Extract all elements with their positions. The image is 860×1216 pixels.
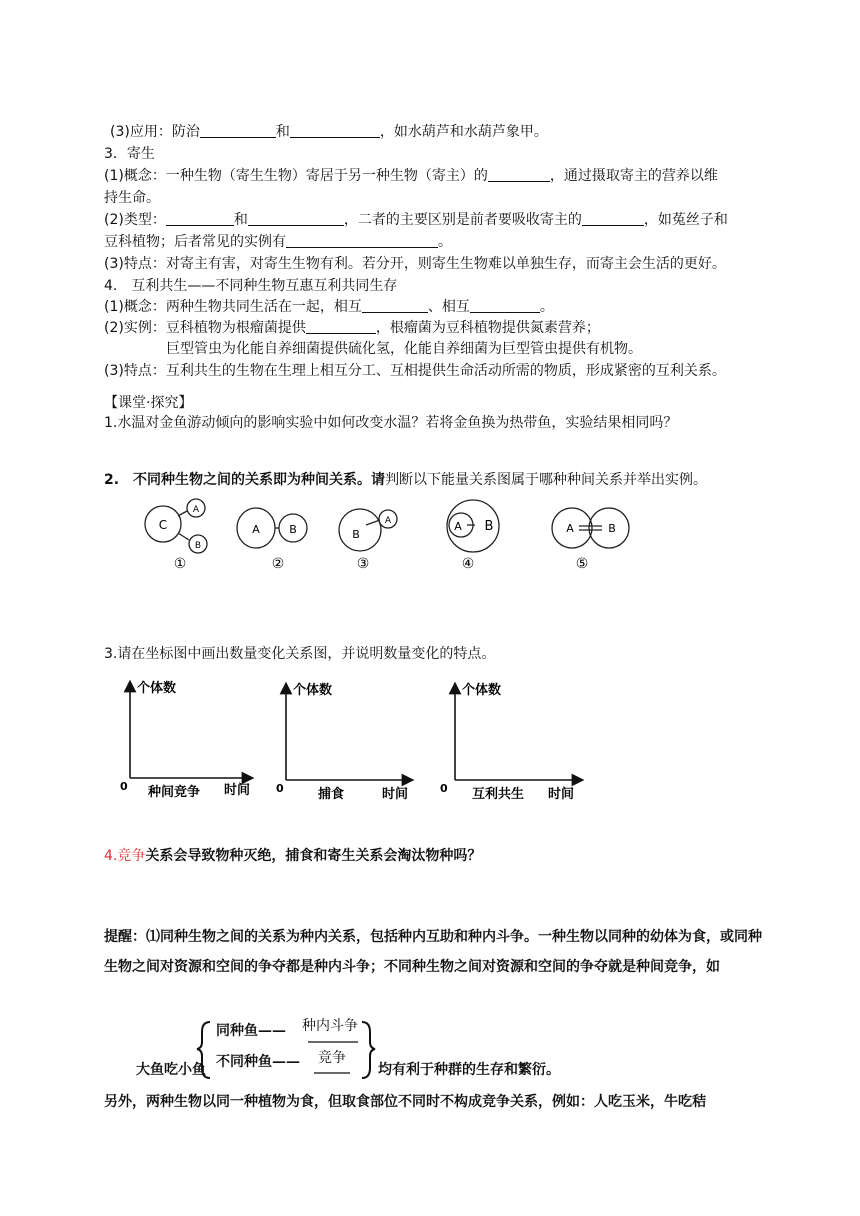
last-line: 另外，两种生物以同一种植物为食，但取食部位不同时不构成竞争关系，例如：人吃玉米，牛吃秸 (104, 1094, 706, 1110)
graph-mutualism (455, 688, 578, 780)
blank-field[interactable] (306, 319, 376, 334)
parasitism-heading: 3．寄生 (104, 146, 155, 162)
graph-2-x-label: 时间 (382, 787, 409, 802)
graph-competition (130, 686, 248, 778)
diagram-1-label-c: C (158, 518, 168, 532)
coordinate-graphs (110, 676, 610, 806)
graph-1-caption: 种间竞争 (148, 785, 201, 800)
diagram-3-label-a: A (384, 516, 392, 526)
inquiry-heading: 【课堂·探究】 (104, 395, 193, 411)
diagram-3-label-b: B (352, 528, 360, 541)
graph-2-caption: 捕食 (318, 787, 345, 802)
graph-predation (286, 688, 408, 780)
blank-field[interactable] (248, 211, 344, 226)
blank-field[interactable] (470, 298, 540, 313)
graph-3-x-label: 时间 (548, 787, 575, 802)
diagram-number-5: ⑤ (575, 556, 589, 572)
competition-label: 竞争 (318, 1050, 346, 1066)
mutualism-heading: 4. 互利共生——不同种生物互惠互利共同生存 (104, 278, 398, 294)
graph-1-x-label: 时间 (224, 783, 251, 798)
blank-field[interactable] (200, 123, 276, 138)
question-2: 2. 不同种生物之间的关系即为种间关系。请判断以下能量关系图属于哪种种间关系并举出实例。 (104, 472, 708, 488)
question-3: 3.请在坐标图中画出数量变化关系图，并说明数量变化的特点。 (104, 646, 496, 662)
question-4: 4.竞争关系会导致物种灭绝，捕食和寄生关系会淘汰物种吗？ (104, 848, 482, 864)
diagram-1-label-b: B (194, 541, 202, 551)
same-species-label: 同种鱼—— (216, 1023, 286, 1039)
diagram-5-label-a: A (566, 522, 574, 535)
blank-field[interactable] (290, 123, 380, 138)
mutualism-feature: (3)特点：互利共生的生物在生理上相互分工、互相提供生命活动所需的物质，形成紧密的互利关系。 (104, 363, 726, 379)
diagram-4-label-a: A (454, 520, 462, 533)
mutualism-example: (2)实例：豆科植物为根瘤菌提供 ，根瘤菌为豆科植物提供氮素营养； (104, 320, 600, 336)
graph-3-caption: 互利共生 (472, 787, 525, 802)
diagram-2-label-b: B (289, 523, 297, 536)
question-1: 1.水温对金鱼游动倾向的影响实验中如何改变水温？若将金鱼换为热带鱼，实验结果相同吗？ (104, 415, 678, 431)
blank-field[interactable] (166, 211, 234, 226)
diagram-2-label-a: A (252, 523, 260, 536)
parasitism-feature: (3)特点：对寄主有害，对寄生生物有利。若分开，则寄生生物难以单独生存，而寄主会生活的更好。 (104, 256, 726, 272)
application-line: (3)应用：防治 和 ，如水葫芦和水葫芦象甲。 (110, 124, 548, 140)
parasitism-concept-cont: 持生命。 (104, 190, 160, 206)
blank-field[interactable] (286, 233, 438, 248)
mutualism-example-2: 巨型管虫为化能自养细菌提供硫化氢，化能自养细菌为巨型管虫提供有机物。 (166, 341, 642, 357)
blank-field[interactable] (488, 167, 550, 182)
graph-3-y-label: 个体数 (462, 683, 502, 698)
relationship-diagrams (130, 494, 650, 580)
diagram-number-2: ② (271, 556, 285, 572)
fish-left-label: 大鱼吃小鱼 (136, 1062, 206, 1078)
diagram-4-label-b: B (484, 519, 494, 534)
graph-2-origin: 0 (276, 782, 284, 795)
blank-field[interactable] (362, 298, 428, 313)
parasitism-concept: (1)概念：一种生物（寄生生物）寄居于另一种生物（寄主）的 ，通过摄取寄主的营养以维 (104, 168, 718, 184)
mutualism-concept: (1)概念：两种生物共同生活在一起，相互 、相互 。 (104, 299, 554, 315)
diff-species-label: 不同种鱼—— (216, 1054, 300, 1070)
blank-field[interactable] (582, 211, 644, 226)
parasitism-types: (2)类型： 和 ，二者的主要区别是前者要吸收寄主的 ，如菟丝子和 (104, 212, 728, 228)
reminder-paragraph: 提醒：⑴同种生物之间的关系为种内关系，包括种内互助和种内斗争。一种生物以同种的幼体为食，或同种生物之间对资源和空间的争夺都是种内斗争；不同种生物之间对资源和空间的争夺就是种间竞争，如 (104, 929, 762, 975)
diagram-number-1: ① (173, 556, 187, 572)
conclusion-label: 均有利于种群的生存和繁衍。 (378, 1062, 560, 1078)
intraspecific-label: 种内斗争 (302, 1018, 358, 1034)
graph-2-y-label: 个体数 (293, 683, 333, 698)
graph-3-origin: 0 (440, 782, 448, 795)
diagram-number-3: ③ (356, 556, 370, 572)
graph-1-y-label: 个体数 (137, 681, 177, 696)
diagram-5 (552, 508, 629, 548)
diagram-number-4: ④ (461, 556, 475, 572)
graph-1-origin: 0 (120, 780, 128, 793)
parasitism-types-cont: 豆科植物；后者常见的实例有 。 (104, 234, 452, 250)
diagram-1-label-a: A (192, 505, 200, 515)
diagram-5-label-b: B (608, 522, 616, 535)
